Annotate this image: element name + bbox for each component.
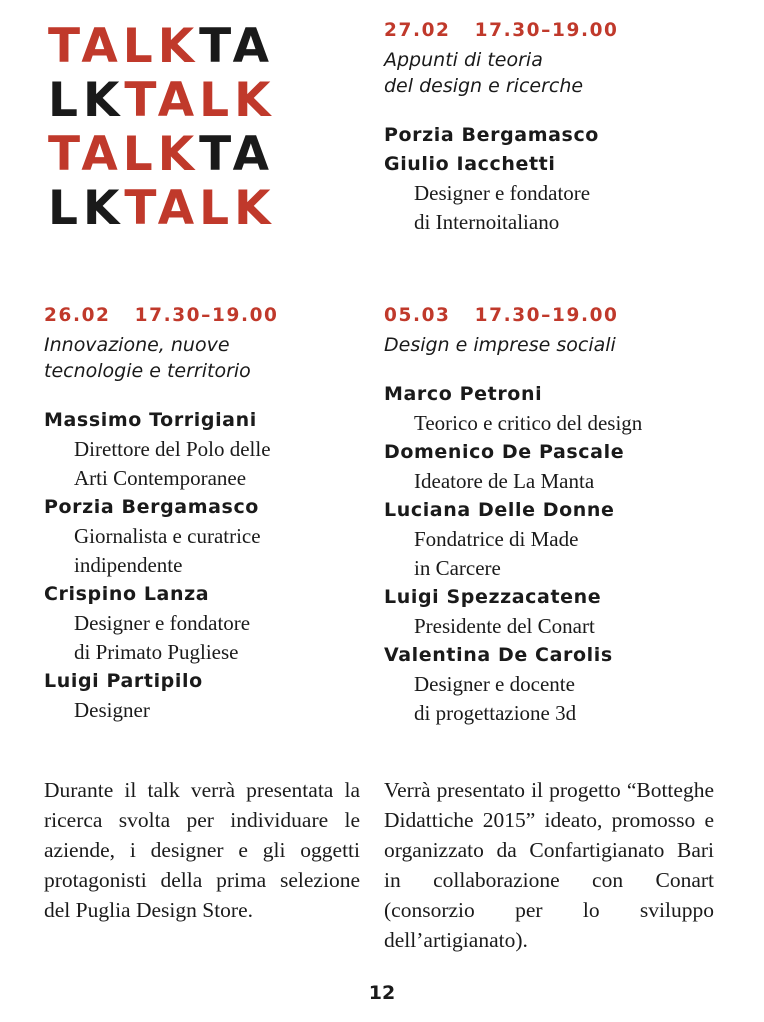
speaker-role <box>44 435 360 493</box>
logo-row-2 <box>48 74 348 128</box>
dateline-2702: 27.02 17.30–19.00 <box>384 20 619 41</box>
speaker-list-0503 <box>384 380 714 728</box>
session-block-2602 <box>44 305 360 725</box>
dateline-2602: 26.02 17.30–19.00 <box>44 305 279 326</box>
session-block-0503 <box>384 305 714 728</box>
speaker-name: Crispino Lanza <box>44 583 210 605</box>
subtitle-line: del design e ricerche <box>384 75 584 97</box>
speaker-role <box>44 609 360 667</box>
logo-segment: LK <box>48 73 125 128</box>
speaker-entry <box>44 667 360 725</box>
talk-talk-logo <box>48 20 348 236</box>
speaker-role <box>384 409 714 438</box>
speaker-name: Marco Petroni <box>384 383 543 405</box>
speaker-role-line: di progettazione 3d <box>414 701 577 725</box>
speaker-role <box>384 525 714 583</box>
speaker-name: Porzia Bergamasco <box>384 124 599 146</box>
speaker-role-line: Arti Contemporanee <box>74 466 247 490</box>
speaker-name: Domenico De Pascale <box>384 441 625 463</box>
logo-segment: LK <box>48 181 125 236</box>
logo-row-1 <box>48 20 348 74</box>
logo-segment: TALK <box>124 73 276 128</box>
logo-row-3 <box>48 128 348 182</box>
speaker-role <box>384 467 714 496</box>
speaker-role-line: Designer e fondatore <box>414 181 591 205</box>
speaker-entry <box>44 493 360 580</box>
logo-segment: TA <box>199 19 274 74</box>
speaker-role-line: in Carcere <box>414 556 501 580</box>
subtitle-line: Design e imprese sociali <box>384 334 616 356</box>
speaker-role <box>384 612 714 641</box>
speaker-entry <box>44 580 360 667</box>
subtitle-2602 <box>44 332 360 384</box>
logo-segment: TALK <box>48 19 200 74</box>
speaker-role-line: di Primato Pugliese <box>74 640 239 664</box>
speaker-role <box>44 696 360 725</box>
speaker-role <box>384 670 714 728</box>
speaker-role-line: Presidente del Conart <box>414 614 595 638</box>
page-number: 12 <box>368 982 396 1004</box>
speaker-name: Luigi Spezzacatene <box>384 586 602 608</box>
speaker-name: Valentina De Carolis <box>384 644 613 666</box>
speaker-name: Massimo Torrigiani <box>44 409 257 431</box>
subtitle-0503 <box>384 332 714 358</box>
logo-segment: TALK <box>124 181 276 236</box>
speaker-entry <box>384 496 714 583</box>
speaker-role-line: indipendente <box>74 553 183 577</box>
speaker-role-line: Designer e fondatore <box>74 611 251 635</box>
speaker-name: Luigi Partipilo <box>44 670 203 692</box>
speaker-entry <box>384 583 714 641</box>
speaker-role-line: Teorico e critico del design <box>414 411 643 435</box>
logo-segment: TA <box>199 127 274 182</box>
subtitle-2702 <box>384 47 714 99</box>
dateline-0503: 05.03 17.30–19.00 <box>384 305 619 326</box>
speaker-list-2602 <box>44 406 360 725</box>
speaker-role <box>44 522 360 580</box>
logo-segment: TALK <box>48 127 200 182</box>
subtitle-line: tecnologie e territorio <box>44 360 251 382</box>
speaker-role-line: Giornalista e curatrice <box>74 524 261 548</box>
logo-row-4 <box>48 182 348 236</box>
speaker-name: Giulio Iacchetti <box>384 153 556 175</box>
paragraph-0503: Verrà presentato il progetto “Botteghe Didattiche 2015” ideato, promosso e organizzato da Confartigianato Bari in collaborazione con Conart (consorzio per lo sviluppo dell’artigianato). <box>384 778 714 952</box>
speaker-role-line: di Internoitaliano <box>414 210 560 234</box>
speaker-role-line: Designer e docente <box>414 672 575 696</box>
speaker-role-line: Fondatrice di Made <box>414 527 579 551</box>
subtitle-line: Innovazione, nuove <box>44 334 230 356</box>
speaker-role <box>384 179 714 237</box>
subtitle-line: Appunti di teoria <box>384 49 543 71</box>
paragraph-2602: Durante il talk verrà presentata la ricerca svolta per individuare le aziende, i designer e gli oggetti protagonisti della prima selezione del Puglia Design Store. <box>44 778 360 922</box>
speaker-role-line: Direttore del Polo delle <box>74 437 271 461</box>
speaker-entry <box>44 406 360 493</box>
speaker-role-line: Ideatore de La Manta <box>414 469 595 493</box>
speaker-entry <box>384 438 714 496</box>
speaker-entry <box>384 121 714 237</box>
session-block-2702 <box>384 20 714 237</box>
speaker-name: Porzia Bergamasco <box>44 496 259 518</box>
speaker-entry <box>384 380 714 438</box>
speaker-name: Luciana Delle Donne <box>384 499 615 521</box>
speaker-role-line: Designer <box>74 698 150 722</box>
speaker-entry <box>384 641 714 728</box>
speaker-list-2702 <box>384 121 714 237</box>
